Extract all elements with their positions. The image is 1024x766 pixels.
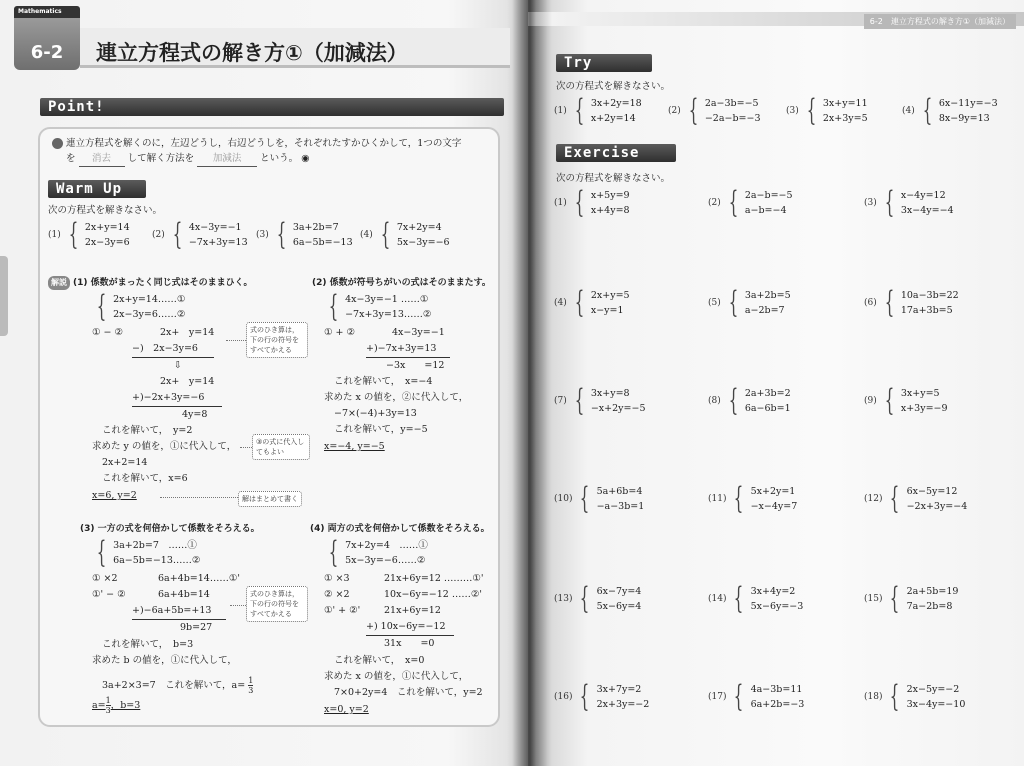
sol1-line-2: −) 2x−3y=6	[132, 343, 198, 354]
try-instruction: 次の方程式を解きなさい。	[556, 81, 671, 92]
warmup-problem-1: (1) { 2x+y=14 2x−3y=6	[48, 217, 130, 252]
try-problem-1: (1) { 3x+2y=18 x+2y=14	[554, 93, 642, 128]
sol3-line-5: 求めた b の値を，①に代入して，	[92, 655, 237, 666]
sol1-system: { 2x+y=14……① 2x−3y=6……②	[96, 289, 186, 324]
chapter-side-tab	[0, 256, 8, 336]
sol4-rule	[366, 635, 454, 636]
sol3-line-4: これを解いて， b=3	[102, 639, 194, 650]
sol3-answer: a= $\frac{1}{3}$ ，b=3	[92, 696, 141, 715]
sol4-line-2: +) 10x−6y=−12	[366, 621, 446, 632]
sol1-line-6: これを解いて， y=2	[102, 425, 193, 436]
sol2-line-2: +)−7x+3y=13	[366, 343, 437, 354]
sol3-step2-label: ①' − ②	[92, 589, 126, 600]
audio-icon: ◉	[301, 153, 310, 164]
try-problem-3: (3) { 3x+y=11 2x+3y=5	[786, 93, 868, 128]
sol3-heading: (3) 一方の式を何倍かして係数をそろえる。	[80, 524, 260, 534]
warmup-problem-4: (4) { 7x+2y=4 5x−3y=−6	[360, 217, 450, 252]
sol2-line-7: これを解いて，y=−5	[334, 424, 428, 435]
sol1-note-subtraction: 式のひき算は，下の行の符号をすべてかえる	[246, 322, 308, 358]
sol4-system: { 7x+2y=4 ……① 5x−3y=−6……②	[328, 535, 428, 570]
sol1-note-leader-1	[226, 340, 246, 341]
blank-eliminate: 消去	[79, 152, 125, 167]
exercise-problem-6: (6) { 10a−3b=22 17a+3b=5	[864, 285, 959, 320]
sol3-step1-label: ① ×2	[92, 573, 118, 584]
book-spine-shadow	[512, 0, 552, 766]
sol1-rule-1	[132, 357, 214, 358]
sol2-line-4: これを解いて， x=−4	[334, 376, 433, 387]
try-bar: Try	[556, 54, 652, 72]
warmup-instruction: 次の方程式を解きなさい。	[48, 205, 163, 216]
sol1-line-5: 4y=8	[182, 409, 208, 420]
warmup-problem-2: (2) { 4x−3y=−1 −7x+3y=13	[152, 217, 248, 252]
sol1-note-substitute: ③の式に代入してもよい	[252, 434, 310, 460]
exercise-problem-15: (15) { 2a+5b=19 7a−2b=8	[864, 581, 959, 616]
sol2-answer: x=−4, y=−5	[324, 441, 385, 452]
sol4-line-4: これを解いて， x=0	[334, 655, 425, 666]
sol1-note-answer: 解はまとめて書く	[238, 491, 302, 507]
warmup-bar: Warm Up	[48, 180, 146, 198]
sol4-step1: 21x+6y=12 ………①'	[384, 573, 484, 584]
exercise-problem-7: (7) { 3x+y=8 −x+2y=−5	[554, 383, 646, 418]
sol2-line-5: 求めた x の値を，②に代入して，	[324, 392, 469, 403]
exercise-problem-1: (1) { x+5y=9 x+4y=8	[554, 185, 630, 220]
warmup-problem-3: (3) { 3a+2b=7 6a−5b=−13	[256, 217, 353, 252]
sol4-line-1: 21x+6y=12	[384, 605, 441, 616]
sol1-line-4: +)−2x+3y=−6	[132, 392, 205, 403]
try-problem-2: (2) { 2a−3b=−5 −2a−b=−3	[668, 93, 761, 128]
sol3-fraction: $\frac{1}{3}$	[248, 676, 254, 695]
exercise-problem-17: (17) { 4a−3b=11 6a+2b=−3	[708, 679, 805, 714]
sol1-answer: x=6, y=2	[92, 490, 137, 501]
exercise-problem-2: (2) { 2a−b=−5 a−b=−4	[708, 185, 793, 220]
exercise-problem-8: (8) { 2a+3b=2 6a−6b=1	[708, 383, 791, 418]
sol4-line-3: 31x =0	[384, 638, 435, 649]
speaker-icon	[52, 138, 63, 149]
exercise-problem-5: (5) { 3a+2b=5 a−2b=7	[708, 285, 791, 320]
sol1-arrow: ⇩	[174, 360, 182, 371]
sol3-line-2: +)−6a+5b=+13	[132, 605, 212, 616]
exercise-instruction: 次の方程式を解きなさい。	[556, 173, 671, 184]
sol4-step2: 10x−6y=−12 ……②'	[384, 589, 482, 600]
sol2-rule	[366, 357, 450, 358]
point-sentence-2: を 消去 して解く方法を 加減法 という。 ◉	[66, 152, 310, 167]
page-title: 連立方程式の解き方①（加減法）	[96, 41, 408, 65]
exercise-problem-9: (9) { 3x+y=5 x+3y=−9	[864, 383, 948, 418]
sol3-step1: 6a+4b=14……①'	[158, 573, 240, 584]
sol4-line-6: 7×0+2y=4 これを解いて，y=2	[334, 687, 483, 698]
sol2-line-6: −7×(−4)+3y=13	[334, 408, 417, 419]
sol1-step-label: ① − ②	[92, 327, 124, 338]
exercise-problem-13: (13) { 6x−7y=4 5x−6y=4	[554, 581, 642, 616]
sol3-line-3: 9b=27	[180, 622, 213, 633]
exercise-problem-12: (12) { 6x−5y=12 −2x+3y=−4	[864, 481, 968, 516]
sol1-rule-2	[132, 406, 222, 407]
sol1-line-8: 2x+2=14	[102, 457, 148, 468]
exercise-problem-10: (10) { 5a+6b=4 −a−3b=1	[554, 481, 645, 516]
exercise-bar: Exercise	[556, 144, 676, 162]
sol2-system: { 4x−3y=−1 ……① −7x+3y=13……②	[328, 289, 432, 324]
sol1-line-9: これを解いて，x=6	[102, 473, 188, 484]
sol1-line-7: 求めた y の値を，①に代入して，	[92, 441, 237, 452]
subject-tab: Mathematics	[14, 6, 80, 18]
sol2-line-3: −3x =12	[386, 360, 445, 371]
sol1-heading: 解説 (1) 係数がまったく同じ式はそのままひく。	[48, 276, 252, 290]
exercise-problem-4: (4) { 2x+y=5 x−y=1	[554, 285, 630, 320]
exercise-problem-3: (3) { x−4y=12 3x−4y=−4	[864, 185, 954, 220]
sol3-line-6: 3a+2×3=7 これを解いて，a= $\frac{1}{3}$	[102, 676, 254, 695]
exercise-problem-18: (18) { 2x−5y=−2 3x−4y=−10	[864, 679, 966, 714]
sol1-line-1: 2x+ y=14	[160, 327, 215, 338]
point-sentence-1: 連立方程式を解くのに，左辺どうし，右辺どうしを，それぞれたすかひくかして，1つの文字	[52, 137, 461, 151]
sol1-note-leader-2	[240, 447, 252, 448]
point-bar: Point!	[40, 98, 504, 116]
exercise-problem-11: (11) { 5x+2y=1 −x−4y=7	[708, 481, 798, 516]
sol4-answer: x=0, y=2	[324, 704, 369, 715]
sol2-line-1: 4x−3y=−1	[392, 327, 445, 338]
sol3-system: { 3a+2b=7 ……① 6a−5b=−13……②	[96, 535, 201, 570]
sol3-rule	[132, 619, 226, 620]
sol3-note-leader	[230, 605, 246, 606]
sol4-heading: (4) 両方の式を何倍かして係数をそろえる。	[310, 524, 490, 534]
right-page	[528, 0, 1024, 766]
sol2-step-label: ① + ②	[324, 327, 356, 338]
sol4-step3-label: ①' + ②'	[324, 605, 361, 616]
sol3-line-1: 6a+4b=14	[158, 589, 210, 600]
blank-addition-method: 加減法	[197, 152, 257, 167]
sol1-line-3: 2x+ y=14	[160, 376, 215, 387]
try-problem-4: (4) { 6x−11y=−3 8x−9y=13	[902, 93, 998, 128]
exercise-problem-16: (16) { 3x+7y=2 2x+3y=−2	[554, 679, 650, 714]
sol3-note-subtraction: 式のひき算は，下の行の符号をすべてかえる	[246, 586, 308, 622]
sol4-line-5: 求めた x の値を，①に代入して，	[324, 671, 469, 682]
exercise-problem-14: (14) { 3x+4y=2 5x−6y=−3	[708, 581, 804, 616]
section-number: 6-2	[14, 18, 80, 70]
sol4-step2-label: ② ×2	[324, 589, 350, 600]
sol1-note-leader-3	[160, 497, 238, 498]
sol2-heading: (2) 係数が符号ちがいの式はそのままたす。	[312, 278, 491, 288]
right-running-header: 6-2 連立方程式の解き方①（加減法）	[864, 14, 1016, 29]
sol4-step1-label: ① ×3	[324, 573, 350, 584]
